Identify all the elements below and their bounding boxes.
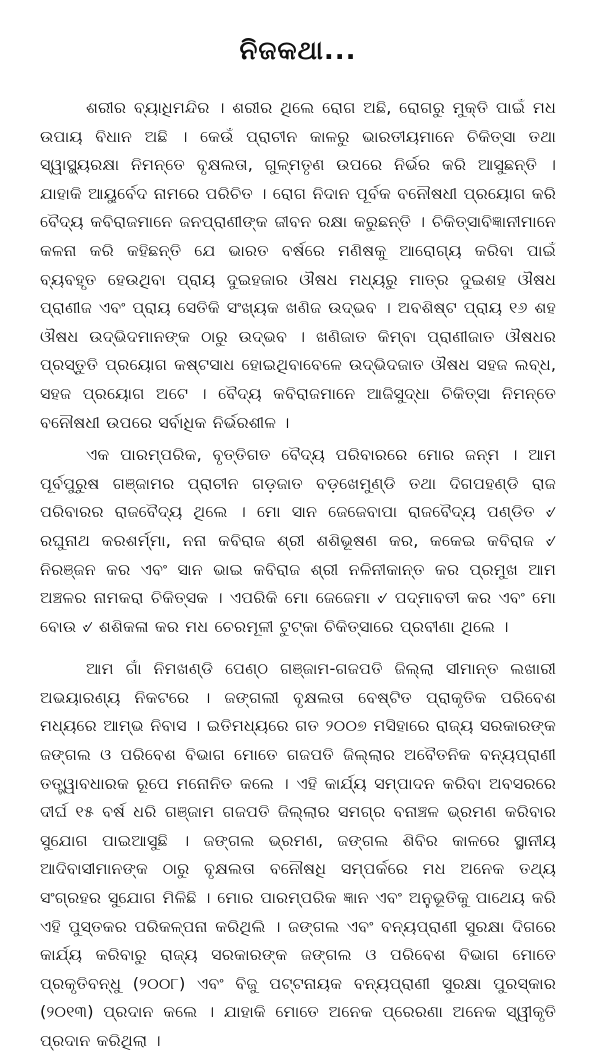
- page-title: ନିଜକଥା...: [239, 36, 357, 66]
- paragraph-1: ଶରୀର ବ୍ୟାଧିମନ୍ଦିର । ଶରୀର ଥିଲେ ରୋଗ ଅଛି, ରୋଗରୁ ମୁକ୍ତି ପାଇଁ ମଧ ଉପାୟ ବିଧାନ ଅଛି । କେଉଁ ପ୍ରାଚୀନ କାଳରୁ ଭାରତୀୟମାନେ ଚିକିତ୍ସା ତଥା ସ୍ୱାସ୍ଥ୍ୟରକ୍ଷା ନିମନ୍ତେ ବୃକ୍ଷଲତା, ଗୁଳ୍ମତୃଣ ଉପରେ ନିର୍ଭର କରି ଆସୁଛନ୍ତି । ଯାହାକି ଆୟୁର୍ବେଦ ନାମରେ ପରିଚିତ । ରୋଗ ନିଦାନ ପୂର୍ବକ ବନୌଷଧୀ ପ୍ରୟୋଗ କରି ବୈଦ୍ୟ କବିରାଜମାନେ ଜନପ୍ରାଣୀଙ୍କ ଜୀବନ ରକ୍ଷା କରୁଛନ୍ତି । ଚିକିତ୍ସାବିଜ୍ଞାନୀମାନେ କଳନା କରି କହିଛନ୍ତି ଯେ ଭାରତ ବର୍ଷରେ ମଣିଷକୁ ଆରୋଗ୍ୟ କରିବା ପାଇଁ ବ୍ୟବହୃତ ହେଉଥିବା ପ୍ରାୟ ଦୁଇହଜାର ଔଷଧ ମଧ୍ୟରୁ ମାତ୍ର ଦୁଇଶହ ଔଷଧ ପ୍ରାଣୀଜ ଏବଂ ପ୍ରାୟ ସେତିକି ସଂଖ୍ୟକ ଖଣିଜ ଉଦ୍ଭବ । ଅବଶିଷ୍ଟ ପ୍ରାୟ ୧୬ ଶହ ଔଷଧ ଉଦ୍ଭିଦମାନଙ୍କ ଠାରୁ ଉଦ୍ଭବ । ଖଣିଜାତ କିମ୍ବା ପ୍ରାଣୀଜାତ ଔଷଧର ପ୍ରସ୍ତୁତି ପ୍ରୟୋଗ କଷ୍ଟସାଧ ହୋଇଥିବାବେଳେ ଉଦ୍ଭିଦଜାତ ଔଷଧ ସହଜ ଲବ୍ଧ, ସହଜ ପ୍ରୟୋଗ ଅଟେ । ବୈଦ୍ୟ କବିରାଜମାନେ ଆଜିସୁଦ୍ଧା ଚିକିତ୍ସା ନିମନ୍ତେ ବନୌଷଧୀ ଉପରେ ସର୍ବାଧିକ ନିର୍ଭରଶୀଳ ।: [40, 98, 556, 432]
- paragraph-3: ଆମ ଗାଁ ନିମଖଣ୍ଡି ପେଣ୍ଠ ଗଞ୍ଜାମ-ଗଜପତି ଜିଲ୍ଲା ସୀମାନ୍ତ ଲଖାରୀ ଅଭୟାରଣ୍ୟ ନିକଟରେ । ଜଙ୍ଗଲୀ ବୃକ୍ଷଲତା ବେଷ୍ଟିତ ପ୍ରାକୃତିକ ପରିବେଶ ମଧ୍ୟରେ ଆମ୍ଭ ନିବାସ । ଇତିମଧ୍ୟରେ ଗତ ୨୦୦୭ ମସିହାରେ ରାଜ୍ୟ ସରକାରଙ୍କ ଜଙ୍ଗଲ ଓ ପରିବେଶ ବିଭାଗ ମୋତେ ଗଜପତି ଜିଲ୍ଲାର ଅବୈତନିକ ବନ୍ୟପ୍ରାଣୀ ତତ୍ତ୍ୱାବଧାରକ ରୂପେ ମନୋନିତ କଲେ । ଏହି କାର୍ଯ୍ୟ ସମ୍ପାଦନ କରିବା ଅବସରରେ ଦୀର୍ଘ ୧୫ ବର୍ଷ ଧରି ଗଞ୍ଜାମ ଗଜପତି ଜିଲ୍ଲାର ସମଗ୍ର ବନାଞ୍ଚଳ ଭ୍ରମଣ କରିବାର ସୁଯୋଗ ପାଇଆସୁଛି । ଜଙ୍ଗଲ ଭ୍ରମଣ, ଜଙ୍ଗଲ ଶିବିର କାଳରେ ସ୍ଥାନୀୟ ଆଦିବାସୀମାନଙ୍କ ଠାରୁ ବୃକ୍ଷଲତା ବନୌଷଧି ସମ୍ପର୍କରେ ମଧ ଅନେକ ତଥ୍ୟ ସଂଗ୍ରହର ସୁଯୋଗ ମିଳିଛି । ମୋର ପାରମ୍ପରିକ ଜ୍ଞାନ ଏବଂ ଅନୁଭୂତିକୁ ପାଥେୟ କରି ଏହି ପୁସ୍ତକର ପରିକଳ୍ପନା କରିଥିଲି । ଜଙ୍ଗଲ ଏବଂ ବନ୍ୟପ୍ରାଣୀ ସୁରକ୍ଷା ଦିଗରେ କାର୍ଯ୍ୟ କରିବାରୁ ରାଜ୍ୟ ସରକାରଙ୍କ ଜଙ୍ଗଲ ଓ ପରିବେଶ ବିଭାଗ ମୋତେ ପ୍ରକୃତିବନ୍ଧୁ (୨୦୦୮) ଏବଂ ବିଜୁ ପଟ୍ଟନାୟକ ବନ୍ୟପ୍ରାଣୀ ସୁରକ୍ଷା ପୁରସ୍କାର (୨୦୧୩) ପ୍ରଦାନ କଲେ । ଯାହାକି ମୋତେ ଅନେକ ପ୍ରେରଣା ଅନେକ ସ୍ୱୀକୃତି ପ୍ରଦାନ କରିଥିଲା ।: [40, 659, 556, 1050]
- paragraph-2: ଏକ ପାରମ୍ପରିକ, ବୃତ୍ତିଗତ ବୈଦ୍ୟ ପରିବାରରେ ମୋର ଜନ୍ମ । ଆମ ପୂର୍ବପୁରୁଷ ଗଞ୍ଜାମର ପ୍ରାଚୀନ ଗଡ଼ଜାତ ବଡ଼ଖେମୁଣ୍ଡି ତଥା ଦିଗପହଣ୍ଡି ରାଜ ପରିବାରର ରାଜବୈଦ୍ୟ ଥିଲେ । ମୋ ସାନ ଜେଜେବାପା ରାଜବୈଦ୍ୟ ପଣ୍ଡିତ ୰ ରଘୁନାଥ କରଶର୍ମ୍ମା, ନନା କବିରାଜ ଶ୍ରୀ ଶଶିଭୂଷଣ କର, କକେଇ କବିରାଜ ୰ ନିରଞ୍ଜନ କର ଏବଂ ସାନ ଭାଇ କବିରାଜ ଶ୍ରୀ ନଳିନୀକାନ୍ତ କର ପ୍ରମୁଖ ଆମ ଅଞ୍ଚଳର ନାମକରା ଚିକିତ୍ସକ । ଏପରିକି ମୋ ଜେଜେମା ୰ ପଦ୍ମାବତୀ କର ଏବଂ ମୋ ବୋଉ ୰ ଶଶିକଳା କର ମଧ ଚେରମୂଳୀ ଟୁଟ୍‌କା ଚିକିତ୍ସାରେ ପ୍ରବୀଣା ଥିଲେ ।: [40, 445, 556, 636]
